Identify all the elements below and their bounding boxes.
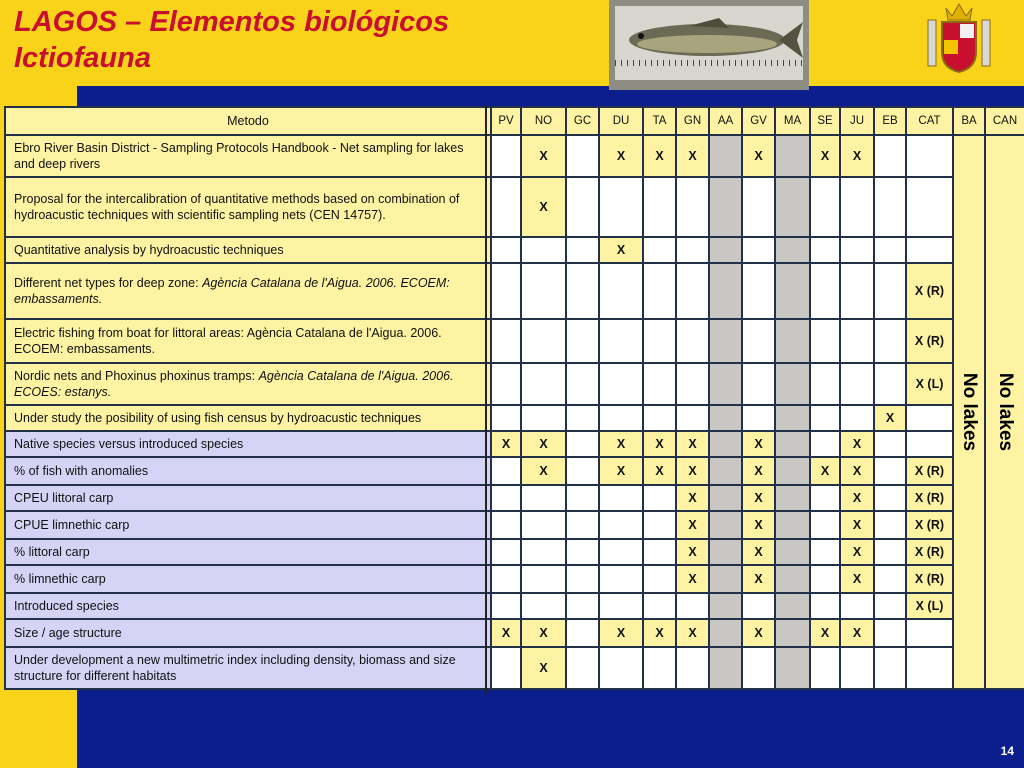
mark-cell-cat: X (R): [906, 485, 953, 511]
mark-cell-ta: X: [643, 135, 676, 177]
methods-table: [4, 106, 1024, 690]
mark-cell-pv: [491, 511, 521, 539]
mark-cell-ta: [643, 647, 676, 689]
mark-cell-se: [810, 539, 840, 565]
mark-cell-no: [521, 511, 566, 539]
method-text: Quantitative analysis by hydroacustic techniques: [14, 243, 284, 257]
mark-cell-ju: X: [840, 485, 874, 511]
method-cell: [5, 565, 491, 593]
slide-title: [14, 4, 449, 76]
header-gc: GC: [566, 107, 599, 135]
method-cell: [5, 647, 491, 689]
mark-cell-du: [599, 593, 643, 619]
table-row: [5, 647, 1024, 689]
mark-cell-se: X: [810, 135, 840, 177]
method-cell: [5, 485, 491, 511]
mark-cell-gv: [742, 177, 775, 237]
mark-cell-cat: X (R): [906, 457, 953, 485]
mark-cell-eb: [874, 593, 906, 619]
mark-cell-ju: [840, 319, 874, 363]
mark-cell-du: [599, 319, 643, 363]
method-cell: [5, 619, 491, 647]
mark-cell-aa: [709, 647, 742, 689]
no-lakes-ba: [953, 135, 985, 689]
mark-cell-gn: X: [676, 511, 709, 539]
mark-cell-du: [599, 511, 643, 539]
mark-cell-ju: X: [840, 431, 874, 457]
mark-cell-du: X: [599, 431, 643, 457]
header-no: NO: [521, 107, 566, 135]
table-row: [5, 539, 1024, 565]
mark-cell-ta: [643, 593, 676, 619]
mark-cell-se: X: [810, 619, 840, 647]
table-row: [5, 485, 1024, 511]
mark-cell-cat: [906, 405, 953, 431]
mark-cell-gv: X: [742, 511, 775, 539]
table-row: [5, 565, 1024, 593]
mark-cell-eb: [874, 511, 906, 539]
mark-cell-cat: [906, 177, 953, 237]
table-row: [5, 593, 1024, 619]
method-cell: [5, 135, 491, 177]
mark-cell-se: [810, 565, 840, 593]
header-du: DU: [599, 107, 643, 135]
table-header-row: [5, 107, 1024, 135]
header-pv: PV: [491, 107, 521, 135]
no-lakes-can: [985, 135, 1024, 689]
no-lakes-label: No lakes: [959, 372, 980, 452]
header-ma: MA: [775, 107, 810, 135]
mark-cell-du: X: [599, 135, 643, 177]
mark-cell-cat: [906, 135, 953, 177]
mark-cell-no: X: [521, 177, 566, 237]
mark-cell-aa: [709, 263, 742, 319]
mark-cell-aa: [709, 177, 742, 237]
mark-cell-aa: [709, 319, 742, 363]
method-cell: [5, 177, 491, 237]
mark-cell-gc: [566, 647, 599, 689]
mark-cell-ju: [840, 263, 874, 319]
mark-cell-ma: [775, 135, 810, 177]
mark-cell-gc: [566, 363, 599, 405]
method-text: Proposal for the intercalibration of quantitative methods based on combination of hydroacustic techniques with scientific sampling nets (CEN 14757).: [14, 192, 460, 222]
mark-cell-ma: [775, 405, 810, 431]
mark-cell-gc: [566, 405, 599, 431]
mark-cell-gv: X: [742, 431, 775, 457]
table-row: [5, 619, 1024, 647]
mark-cell-no: X: [521, 647, 566, 689]
mark-cell-gv: [742, 405, 775, 431]
mark-cell-aa: [709, 619, 742, 647]
mark-cell-eb: [874, 237, 906, 263]
mark-cell-no: [521, 593, 566, 619]
mark-cell-aa: [709, 363, 742, 405]
mark-cell-gc: [566, 593, 599, 619]
mark-cell-ma: [775, 363, 810, 405]
mark-cell-eb: [874, 539, 906, 565]
mark-cell-se: [810, 319, 840, 363]
mark-cell-ma: [775, 647, 810, 689]
table-row: [5, 405, 1024, 431]
header-cat: CAT: [906, 107, 953, 135]
mark-cell-eb: [874, 177, 906, 237]
mark-cell-gc: [566, 565, 599, 593]
method-cell: [5, 457, 491, 485]
mark-cell-gv: [742, 319, 775, 363]
mark-cell-gn: X: [676, 431, 709, 457]
header-se: SE: [810, 107, 840, 135]
mark-cell-aa: [709, 135, 742, 177]
mark-cell-ju: X: [840, 565, 874, 593]
mark-cell-ta: [643, 319, 676, 363]
mark-cell-gc: [566, 485, 599, 511]
method-text: Nordic nets and Phoxinus phoxinus tramps:: [14, 369, 259, 383]
mark-cell-pv: [491, 405, 521, 431]
table-row: [5, 177, 1024, 237]
mark-cell-cat: X (L): [906, 593, 953, 619]
header-gv: GV: [742, 107, 775, 135]
mark-cell-gn: [676, 263, 709, 319]
mark-cell-se: [810, 431, 840, 457]
mark-cell-ta: [643, 511, 676, 539]
mark-cell-du: [599, 405, 643, 431]
mark-cell-ta: [643, 485, 676, 511]
mark-cell-gn: [676, 593, 709, 619]
mark-cell-ta: [643, 237, 676, 263]
mark-cell-ma: [775, 539, 810, 565]
mark-cell-se: [810, 511, 840, 539]
mark-cell-ta: [643, 263, 676, 319]
mark-cell-gn: X: [676, 457, 709, 485]
mark-cell-gc: [566, 457, 599, 485]
method-text: % littoral carp: [14, 545, 90, 559]
mark-cell-ma: [775, 565, 810, 593]
mark-cell-ta: [643, 405, 676, 431]
method-text: % of fish with anomalies: [14, 464, 149, 478]
fish-photo: [609, 0, 809, 90]
mark-cell-du: [599, 539, 643, 565]
method-text: Ebro River Basin District - Sampling Protocols Handbook - Net sampling for lakes and deep rivers: [14, 141, 464, 171]
mark-cell-cat: [906, 431, 953, 457]
mark-cell-gc: [566, 619, 599, 647]
mark-cell-ju: X: [840, 457, 874, 485]
mark-cell-eb: [874, 565, 906, 593]
method-cell: [5, 319, 491, 363]
method-text: Different net types for deep zone:: [14, 276, 203, 290]
mark-cell-gn: [676, 405, 709, 431]
mark-cell-se: [810, 647, 840, 689]
mark-cell-pv: [491, 593, 521, 619]
mark-cell-no: [521, 485, 566, 511]
mark-cell-se: [810, 405, 840, 431]
mark-cell-pv: [491, 539, 521, 565]
method-text: Introduced species: [14, 599, 119, 613]
mark-cell-ma: [775, 263, 810, 319]
method-cell: [5, 511, 491, 539]
table-row: [5, 511, 1024, 539]
mark-cell-gv: X: [742, 135, 775, 177]
mark-cell-ju: [840, 405, 874, 431]
mark-cell-pv: [491, 237, 521, 263]
mark-cell-ju: X: [840, 539, 874, 565]
mark-cell-gc: [566, 237, 599, 263]
header-ju: JU: [840, 107, 874, 135]
mark-cell-du: X: [599, 619, 643, 647]
mark-cell-eb: [874, 619, 906, 647]
mark-cell-aa: [709, 237, 742, 263]
mark-cell-gc: [566, 431, 599, 457]
mark-cell-gc: [566, 319, 599, 363]
mark-cell-ma: [775, 485, 810, 511]
mark-cell-ma: [775, 177, 810, 237]
mark-cell-du: X: [599, 457, 643, 485]
method-text: CPUE limnethic carp: [14, 518, 130, 532]
mark-cell-gn: [676, 177, 709, 237]
table-row: [5, 263, 1024, 319]
mark-cell-pv: [491, 647, 521, 689]
slide-title-line1: LAGOS – Elementos biológicos: [14, 6, 450, 38]
mark-cell-cat: [906, 647, 953, 689]
mark-cell-du: [599, 177, 643, 237]
method-text: % limnethic carp: [14, 572, 106, 586]
mark-cell-cat: X (R): [906, 565, 953, 593]
mark-cell-ju: [840, 593, 874, 619]
mark-cell-ju: X: [840, 135, 874, 177]
mark-cell-no: [521, 263, 566, 319]
mark-cell-ma: [775, 319, 810, 363]
mark-cell-ta: [643, 177, 676, 237]
mark-cell-gn: [676, 363, 709, 405]
mark-cell-ma: [775, 457, 810, 485]
mark-cell-no: [521, 237, 566, 263]
table-row: [5, 457, 1024, 485]
mark-cell-eb: [874, 485, 906, 511]
divider-arrow: [484, 106, 488, 696]
mark-cell-eb: [874, 647, 906, 689]
header-eb: EB: [874, 107, 906, 135]
mark-cell-ju: [840, 363, 874, 405]
header-can: CAN: [985, 107, 1024, 135]
method-text: Under study the posibility of using fish census by hydroacustic techniques: [14, 411, 422, 425]
mark-cell-eb: [874, 135, 906, 177]
no-lakes-label: No lakes: [995, 372, 1016, 452]
mark-cell-ma: [775, 511, 810, 539]
mark-cell-pv: [491, 263, 521, 319]
mark-cell-pv: [491, 177, 521, 237]
mark-cell-gv: X: [742, 539, 775, 565]
table-row: [5, 135, 1024, 177]
mark-cell-du: [599, 565, 643, 593]
table-row: [5, 319, 1024, 363]
mark-cell-cat: X (R): [906, 319, 953, 363]
table-row: [5, 237, 1024, 263]
mark-cell-se: [810, 177, 840, 237]
mark-cell-ju: [840, 237, 874, 263]
method-cell: [5, 539, 491, 565]
mark-cell-ju: X: [840, 619, 874, 647]
mark-cell-cat: X (R): [906, 511, 953, 539]
mark-cell-no: X: [521, 619, 566, 647]
mark-cell-eb: [874, 431, 906, 457]
mark-cell-pv: [491, 363, 521, 405]
method-cell: [5, 237, 491, 263]
method-text: Electric fishing from boat for littoral areas: Agència Catalana de l'Aigua. 2006. ECOEM: embassaments.: [14, 326, 442, 356]
mark-cell-aa: [709, 565, 742, 593]
mark-cell-gv: [742, 263, 775, 319]
mark-cell-gn: X: [676, 619, 709, 647]
method-text: Size / age structure: [14, 626, 122, 640]
mark-cell-aa: [709, 405, 742, 431]
mark-cell-se: [810, 263, 840, 319]
mark-cell-ta: X: [643, 619, 676, 647]
mark-cell-du: [599, 647, 643, 689]
mark-cell-pv: X: [491, 431, 521, 457]
mark-cell-cat: [906, 619, 953, 647]
method-text: Native species versus introduced species: [14, 437, 244, 451]
mark-cell-gv: X: [742, 485, 775, 511]
mark-cell-se: [810, 237, 840, 263]
slide-title-line2: Ictiofauna: [14, 42, 151, 74]
mark-cell-cat: [906, 237, 953, 263]
mark-cell-gv: X: [742, 565, 775, 593]
mark-cell-pv: [491, 485, 521, 511]
mark-cell-se: [810, 593, 840, 619]
mark-cell-no: [521, 319, 566, 363]
mark-cell-gn: X: [676, 135, 709, 177]
mark-cell-cat: X (R): [906, 263, 953, 319]
mark-cell-gc: [566, 511, 599, 539]
mark-cell-cat: X (L): [906, 363, 953, 405]
table-row: [5, 431, 1024, 457]
mark-cell-ju: [840, 647, 874, 689]
mark-cell-no: [521, 539, 566, 565]
mark-cell-aa: [709, 485, 742, 511]
mark-cell-se: [810, 363, 840, 405]
mark-cell-gv: [742, 363, 775, 405]
mark-cell-se: [810, 485, 840, 511]
mark-cell-eb: [874, 319, 906, 363]
mark-cell-du: X: [599, 237, 643, 263]
mark-cell-cat: X (R): [906, 539, 953, 565]
mark-cell-aa: [709, 593, 742, 619]
mark-cell-aa: [709, 457, 742, 485]
mark-cell-pv: [491, 319, 521, 363]
method-cell: [5, 263, 491, 319]
mark-cell-gn: X: [676, 485, 709, 511]
mark-cell-gv: X: [742, 619, 775, 647]
mark-cell-no: X: [521, 457, 566, 485]
mark-cell-gv: [742, 593, 775, 619]
mark-cell-eb: [874, 263, 906, 319]
mark-cell-ma: [775, 593, 810, 619]
mark-cell-no: X: [521, 431, 566, 457]
method-text: Under development a new multimetric index including density, biomass and size structure for different habitats: [14, 653, 456, 683]
mark-cell-ta: [643, 539, 676, 565]
mark-cell-du: [599, 485, 643, 511]
method-reference: Agència Catalana de l'Aigua. 2006. ECOEM: embassaments.: [14, 276, 450, 306]
mark-cell-ju: X: [840, 511, 874, 539]
mark-cell-ta: [643, 565, 676, 593]
mark-cell-ta: [643, 363, 676, 405]
mark-cell-ju: [840, 177, 874, 237]
mark-cell-no: [521, 405, 566, 431]
method-cell: [5, 593, 491, 619]
mark-cell-pv: [491, 135, 521, 177]
mark-cell-gv: X: [742, 457, 775, 485]
mark-cell-aa: [709, 431, 742, 457]
mark-cell-du: [599, 363, 643, 405]
mark-cell-ta: X: [643, 431, 676, 457]
header-metodo: Metodo: [5, 107, 491, 135]
fish-image: [619, 18, 803, 62]
mark-cell-aa: [709, 511, 742, 539]
mark-cell-no: [521, 363, 566, 405]
table-row: [5, 363, 1024, 405]
method-cell: [5, 405, 491, 431]
mark-cell-eb: [874, 457, 906, 485]
mark-cell-ma: [775, 619, 810, 647]
mark-cell-eb: X: [874, 405, 906, 431]
mark-cell-gv: [742, 237, 775, 263]
mark-cell-ma: [775, 431, 810, 457]
method-reference: Agència Catalana de l'Aigua. 2006. ECOES: estanys.: [14, 369, 454, 399]
mark-cell-du: [599, 263, 643, 319]
mark-cell-gc: [566, 135, 599, 177]
mark-cell-no: [521, 565, 566, 593]
mark-cell-ta: X: [643, 457, 676, 485]
header-ta: TA: [643, 107, 676, 135]
method-cell: [5, 431, 491, 457]
method-cell: [5, 363, 491, 405]
mark-cell-gn: X: [676, 565, 709, 593]
mark-cell-ma: [775, 237, 810, 263]
mark-cell-gc: [566, 539, 599, 565]
mark-cell-gc: [566, 177, 599, 237]
mark-cell-pv: [491, 565, 521, 593]
mark-cell-gn: X: [676, 539, 709, 565]
mark-cell-gn: [676, 647, 709, 689]
mark-cell-gc: [566, 263, 599, 319]
mark-cell-no: X: [521, 135, 566, 177]
method-text: CPEU littoral carp: [14, 491, 114, 505]
mark-cell-gn: [676, 319, 709, 363]
mark-cell-gv: [742, 647, 775, 689]
spain-coat-of-arms-icon: [924, 2, 994, 76]
mark-cell-pv: X: [491, 619, 521, 647]
page-number: 14: [1000, 744, 1014, 758]
mark-cell-aa: [709, 539, 742, 565]
header-aa: AA: [709, 107, 742, 135]
mark-cell-gn: [676, 237, 709, 263]
mark-cell-se: X: [810, 457, 840, 485]
header-gn: GN: [676, 107, 709, 135]
mark-cell-pv: [491, 457, 521, 485]
mark-cell-eb: [874, 363, 906, 405]
header-ba: BA: [953, 107, 985, 135]
